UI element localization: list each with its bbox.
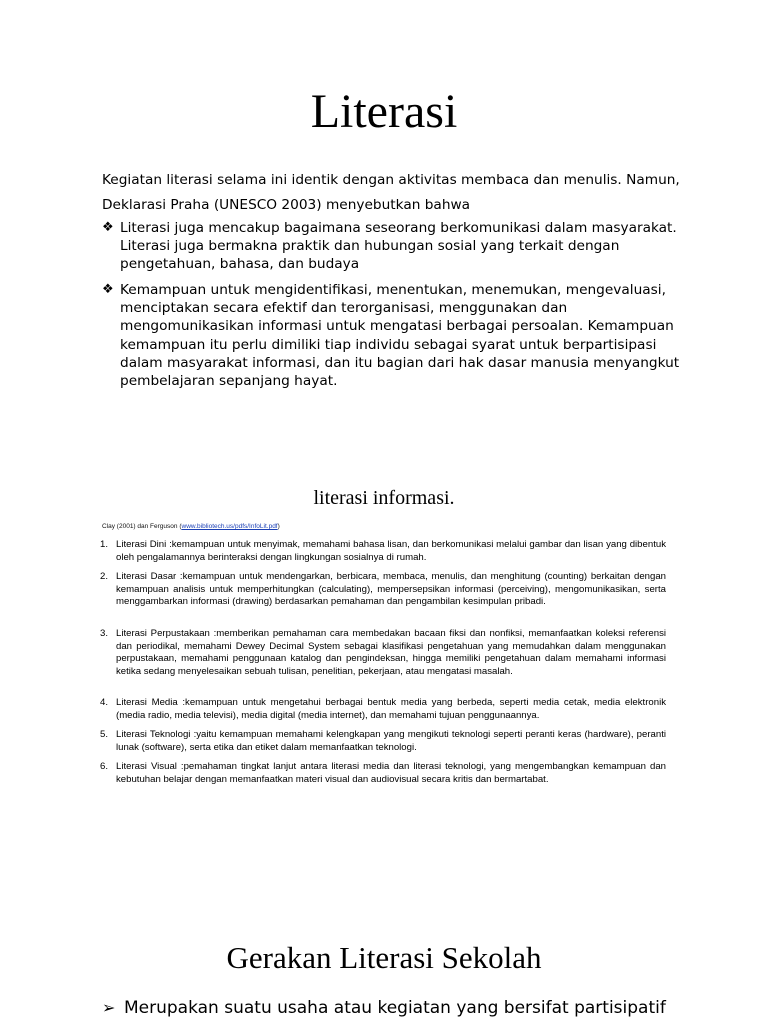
bullet-text: Literasi juga mencakup bagaimana seseorang berkomunikasi dalam masyarakat. Literasi juga bermakna praktik dan hubungan sosial yang terkait dengan pengetahuan, bahasa, dan budaya — [120, 220, 677, 273]
source-link[interactable]: www.bibliotech.us/pdfs/InfoLit.pdf — [181, 523, 278, 530]
list-item — [100, 697, 666, 722]
list-item — [100, 539, 666, 564]
diamond-bullet-icon: ❖ — [102, 282, 114, 297]
bullet-item — [102, 281, 692, 390]
list-item-number: 2. — [100, 571, 109, 582]
list-item-number: 5. — [100, 729, 109, 740]
diamond-bullet-icon: ❖ — [102, 220, 114, 235]
bullet-text: Merupakan suatu usaha atau kegiatan yang bersifat partisipatif — [124, 998, 666, 1018]
list-item — [100, 571, 666, 609]
list-item — [100, 628, 666, 678]
list-item-number: 4. — [100, 697, 109, 708]
list-item-number: 6. — [100, 761, 109, 772]
intro-paragraph: Kegiatan literasi selama ini identik dengan aktivitas membaca dan menulis. Namun, Deklarasi Praha (UNESCO 2003) menyebutkan bahwa — [102, 172, 680, 213]
list-item-number: 1. — [100, 539, 109, 550]
bullet-item — [102, 219, 692, 274]
bullet-text: Kemampuan untuk mengidentifikasi, menentukan, menemukan, mengevaluasi, menciptakan secara efektif dan terorganisasi, menggunakan dan mengomunikasikan informasi untuk mengatasi berbagai persoalan. Kemampuan kemampuan itu perlu dimiliki tiap individu sebagai syarat untuk berpartisipasi dalam masyarakat informasi, dan itu bagian dari hak dasar manusia menyangkut pembelajaran sepanjang hayat. — [120, 282, 680, 390]
source-prefix: Clay (2001) dan Ferguson ( — [102, 523, 182, 530]
arrow-bullet-icon: ➢ — [102, 998, 116, 1017]
page-title: Literasi — [310, 85, 458, 138]
source-suffix: ) — [277, 523, 280, 530]
list-item-text: Literasi Teknologi :yaitu kemampuan memahami kelengkapan yang mengikuti teknologi seperti peranti keras (hardware), peranti lunak (software), serta etika dan etiket dalam memanfaatkan teknologi. — [116, 729, 666, 753]
section-title-gerakan-literasi-sekolah: Gerakan Literasi Sekolah — [226, 940, 542, 975]
list-item-text: Literasi Media :kemampuan untuk mengetahui berbagai bentuk media yang berbeda, seperti media cetak, media elektronik (media radio, media televisi), media digital (media internet), dan memahami tujuan penggunaannya. — [116, 697, 666, 721]
bullet-item — [102, 996, 702, 1020]
list-item-text: Literasi Visual :pemahaman tingkat lanjut antara literasi media dan literasi teknologi, yang mengembangkan kemampuan dan kebutuhan belajar dengan memanfaatkan materi visual dan audiovisual secara kritis dan bermartabat. — [116, 761, 666, 785]
list-item — [100, 729, 666, 754]
list-item-text: Literasi Perpustakaan :memberikan pemahaman cara membedakan bacaan fiksi dan nonfiksi, memanfaatkan koleksi referensi dan periodikal, memahami Dewey Decimal System sebagai klasifikasi pengetahuan yang memudahkan dalam menggunakan perpustakaan, memahami penggunaan katalog dan pengindeksan, hingga memiliki pengetahuan dalam memahami informasi ketika sedang menyelesaikan sebuah tulisan, penelitian, pekerjaan, atau mengatasi masalah. — [116, 628, 666, 677]
list-item — [100, 761, 666, 786]
list-item-text: Literasi Dini :kemampuan untuk menyimak, memahami bahasa lisan, dan berkomunikasi melalui gambar dan lisan yang dibentuk oleh pengalamannya berinteraksi dengan lingkungan sosialnya di rumah. — [116, 539, 666, 563]
section-title-literasi-informasi: literasi informasi. — [313, 487, 455, 509]
list-item-text: Literasi Dasar :kemampuan untuk mendengarkan, berbicara, membaca, menulis, dan menghitung (counting) berkaitan dengan kemampuan analisis untuk memperhitungkan (calculating), mempersepsikan informasi (perceiving), mengomunikasikan, serta menggambarkan informasi (drawing) berdasarkan pemahaman dan pengambilan kesimpulan pribadi. — [116, 571, 666, 607]
source-citation — [102, 522, 280, 532]
list-item-number: 3. — [100, 628, 109, 639]
